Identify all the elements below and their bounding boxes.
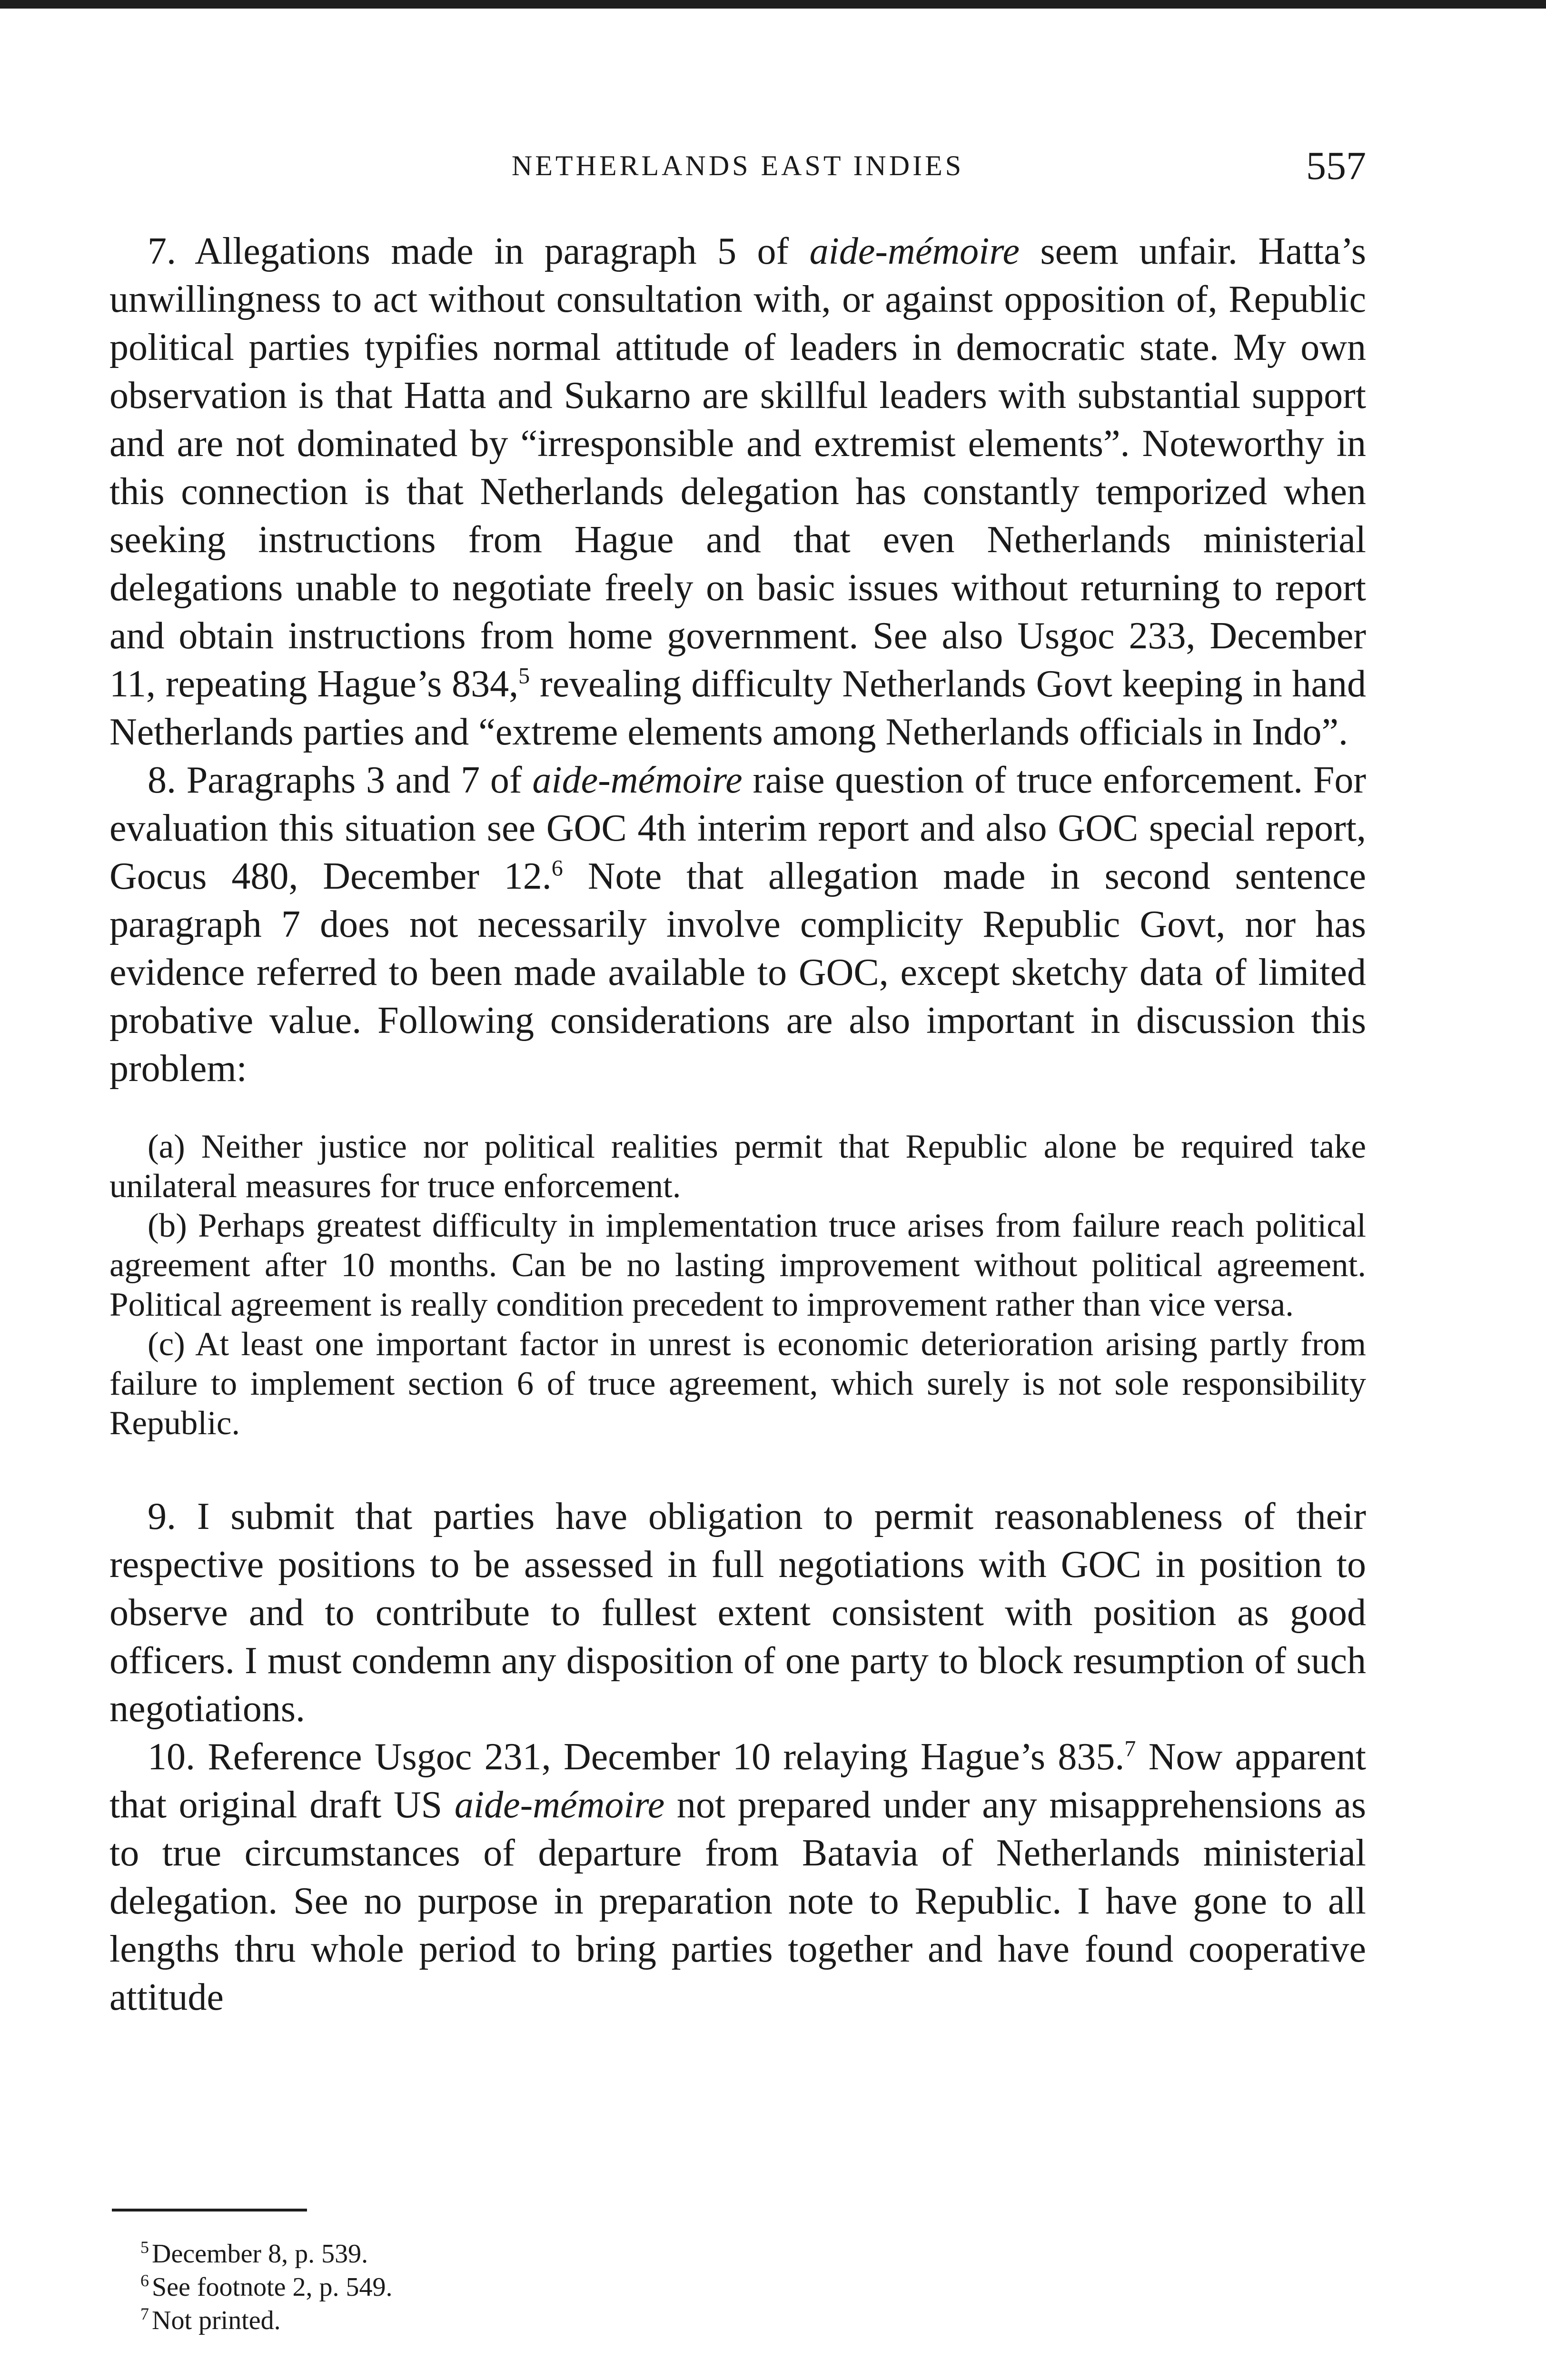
consideration-c [109,1325,1366,1443]
paragraph-7-text-a: 7. Allegations made in paragraph 5 of [148,230,810,272]
term-aide-memoire: aide-mémoire [809,230,1020,272]
consideration-b-label: (b) [148,1207,187,1244]
paragraph-7-text-c: revealing difficulty Netherlands Govt keeping in hand Netherlands parties and “extreme elements among Netherlands officials in Indo”. [109,663,1367,753]
footnote-6-marker: 6 [140,2271,149,2291]
paragraph-10-text-c: not prepared under any misapprehensions as to true circumstances of departure from Batavia of Netherlands ministerial delegation. See no purpose in preparation note to Republic. I have gone to all lengths thru whole period to bring parties together and have found cooperative attitude [109,1784,1366,2018]
paragraph-8 [109,756,1366,1093]
paragraph-7 [109,228,1366,756]
footnote-6-text: See footnote 2, p. 549. [152,2272,393,2302]
term-aide-memoire: aide-mémoire [454,1784,665,1826]
footnote-5 [140,2237,1092,2271]
paragraph-9: 9. I submit that parties have obligation to permit reasonableness of their respective positions to be assessed in full negotiations with GOC in position to observe and to contribute to fullest extent consistent with position as good officers. I must condemn any disposition of one party to block resumption of such negotiations. [109,1496,1366,1730]
consideration-b-text: Perhaps greatest difficulty in implementation truce arises from failure reach political agreement after 10 months. Can be no lasting improvement without political agreement. Political agreement is really condition precedent to improvement rather than vice versa. [109,1207,1366,1323]
footnote-ref-6: 6 [551,855,563,881]
footnote-6 [140,2271,1092,2304]
footnote-5-marker: 5 [140,2238,149,2257]
paragraph-10-text-b: Now apparent that original draft US [109,1736,1367,1826]
footnote-ref-7: 7 [1124,1736,1136,1762]
footnote-divider [112,2209,307,2211]
paragraph-8-text-c: Note that allegation made in second sentence paragraph 7 does not necessarily involve complicity Republic Govt, nor has evidence referred to been made available to GOC, except sketchy data of limited probative value. Following considerations are also important in discussion this problem: [109,855,1367,1090]
paragraph-10 [109,1733,1366,2022]
running-title: NETHERLANDS EAST INDIES [511,150,964,181]
footnote-ref-5: 5 [518,663,530,689]
footnote-7-text: Not printed. [152,2306,281,2335]
paragraph-8-text-b: raise question of truce enforcement. For evaluation this situation see GOC 4th interim report and also GOC special report, Gocus 480, December 12. [109,759,1366,897]
body-text [109,228,1366,2022]
consideration-c-label: (c) [148,1326,185,1363]
paragraph-7-text-b: seem unfair. Hatta’s unwillingness to act without consultation with, or against opposition of, Republic political parties typifies normal attitude of leaders in democratic state. My own observation is that Hatta and Sukarno are skillful leaders with substantial support and are not dominated by “irresponsible and extremist elements”. Noteworthy in this connection is that Netherlands delegation has constantly temporized when seeking instructions from Hague and that even Netherlands ministerial delegations unable to negotiate freely on basic issues without returning to report and obtain instructions from home government. See also Usgoc 233, December 11, repeating Hague’s 834, [109,230,1367,705]
footnote-7 [140,2304,1092,2337]
footnote-5-text: December 8, p. 539. [152,2239,368,2269]
consideration-b [109,1206,1366,1325]
consideration-a [109,1127,1366,1206]
scan-top-edge [0,0,1546,9]
paragraph-10-text-a: 10. Reference Usgoc 231, December 10 relaying Hague’s 835. [148,1736,1125,1778]
considerations-list [109,1127,1366,1443]
footnote-7-marker: 7 [140,2304,149,2324]
page-number: 557 [1306,144,1366,188]
term-aide-memoire: aide-mémoire [532,759,743,801]
page-header [109,143,1366,195]
paragraph-8-text-a: 8. Paragraphs 3 and 7 of [148,759,533,801]
consideration-a-label: (a) [148,1128,185,1165]
consideration-a-text: Neither justice nor political realities permit that Republic alone be required take unilateral measures for truce enforcement. [109,1128,1366,1205]
consideration-c-text: At least one important factor in unrest is economic deterioration arising partly from failure to implement section 6 of truce agreement, which surely is not sole responsibility Republic. [109,1326,1366,1442]
footnotes [140,2237,1092,2337]
